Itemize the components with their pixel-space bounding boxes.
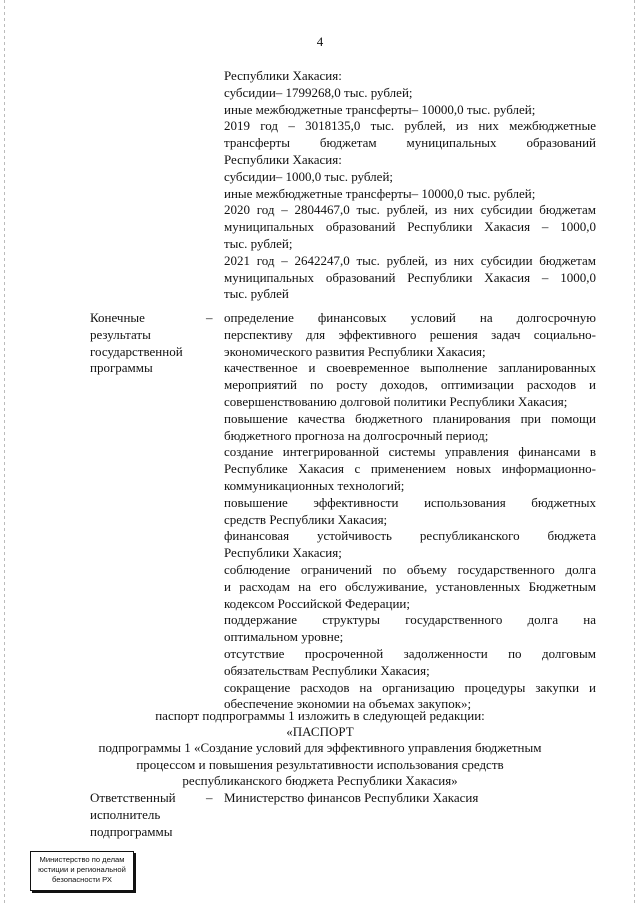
results-line: обеспечение экономии на объемах закупок»;: [224, 696, 472, 712]
funding-line: 2019 год – 3018135,0 тыс. рублей, из них межбюджетные: [224, 118, 596, 134]
results-line: поддержание структуры государственного долга на: [224, 612, 596, 628]
executor-label: [90, 790, 205, 840]
results-line: определение финансовых условий на долгосрочную: [224, 310, 596, 325]
funding-line: муниципальных образований Республики Хакасия – 1000,0: [224, 219, 596, 235]
subprogram-title-line: республиканского бюджета Республики Хакасия»: [182, 773, 458, 788]
funding-line: муниципальных образований Республики Хакасия – 1000,0: [224, 269, 596, 285]
results-line: повышение качества бюджетного планирования при помощи: [224, 410, 596, 426]
passport-title: «ПАСПОРТ: [286, 724, 354, 739]
results-line: сокращение расходов на организацию процедуры закупки и: [224, 679, 596, 695]
subprogram-title: [60, 740, 580, 790]
executor-value: Министерство финансов Республики Хакасия: [224, 790, 479, 805]
stamp-line: безопасности РХ: [52, 875, 112, 884]
funding-line: тыс. рублей;: [224, 235, 293, 251]
executor-label-line: подпрограммы: [90, 823, 173, 839]
results-line: средств Республики Хакасия;: [224, 511, 388, 527]
results-label-line: результаты: [90, 326, 151, 342]
registration-stamp: [30, 851, 134, 891]
subprogram-title-line: процессом и повышения результативности использования средств: [136, 756, 504, 772]
funding-line: иные межбюджетные трансферты– 10000,0 тыс. рублей;: [224, 101, 536, 117]
funding-line: субсидии– 1799268,0 тыс. рублей;: [224, 84, 413, 100]
results-label-line: программы: [90, 360, 153, 376]
results-line: качественное и своевременное выполнение запланированных: [224, 360, 596, 376]
results-line: и расходам на его обслуживание, установленных Бюджетным: [224, 578, 596, 594]
funding-line: 2020 год – 2804467,0 тыс. рублей, из них субсидии бюджетам: [224, 202, 596, 218]
executor-dash: –: [206, 790, 213, 805]
results-line: экономического развития Республики Хакасия;: [224, 343, 486, 359]
results-line: создание интегрированной системы управления финансами в: [224, 444, 596, 460]
funding-line: субсидии– 1000,0 тыс. рублей;: [224, 168, 394, 184]
results-label: [90, 310, 205, 377]
funding-line: 2021 год – 2642247,0 тыс. рублей, из них субсидии бюджетам: [224, 252, 596, 268]
results-line: Республики Хакасия;: [224, 545, 342, 561]
results-line: совершенствованию долговой политики Республики Хакасия;: [224, 393, 568, 409]
page-number: 4: [316, 34, 324, 49]
scan-edge-left: [4, 0, 5, 905]
results-line: Республике Хакасия с применением новых информационно-: [224, 461, 596, 477]
results-line: мероприятий по росту доходов, оптимизации расходов и: [224, 377, 596, 393]
executor-label-line: исполнитель: [90, 806, 161, 822]
results-line: кодексом Российской Федерации;: [224, 595, 410, 611]
results-dash: –: [206, 310, 213, 325]
results-block: [224, 310, 596, 713]
results-line: отсутствие просроченной задолженности по долговым: [224, 645, 596, 661]
funding-line: Республики Хакасия:: [224, 68, 342, 83]
funding-line: иные межбюджетные трансферты– 10000,0 тыс. рублей;: [224, 185, 536, 201]
stamp-line: Министерство по делам: [39, 855, 125, 864]
funding-line: тыс. рублей: [224, 286, 289, 302]
funding-line: Республики Хакасия:: [224, 151, 342, 167]
executor-label-line: Ответственный: [90, 790, 176, 805]
results-line: бюджетного прогноза на долгосрочный период;: [224, 427, 489, 443]
results-line: соблюдение ограничений по объему государственного долга: [224, 561, 596, 577]
stamp-line: юстиции и региональной: [38, 865, 126, 874]
results-label-line: Конечные: [90, 310, 145, 325]
intro-line: паспорт подпрограммы 1 изложить в следующей редакции:: [155, 708, 485, 723]
subprogram-title-line: подпрограммы 1 «Создание условий для эффективного управления бюджетным: [98, 740, 542, 755]
results-line: финансовая устойчивость республиканского бюджета: [224, 528, 596, 544]
results-line: коммуникационных технологий;: [224, 477, 405, 493]
funding-block: [224, 68, 596, 303]
results-line: обязательствам Республики Хакасия;: [224, 662, 430, 678]
results-label-line: государственной: [90, 343, 183, 359]
funding-line: трансферты бюджетам муниципальных образований: [224, 135, 596, 151]
results-line: повышение эффективности использования бюджетных: [224, 494, 596, 510]
scan-edge-right: [634, 0, 635, 905]
results-line: оптимальном уровне;: [224, 629, 344, 645]
results-line: перспективу для эффективного решения задач социально-: [224, 326, 596, 342]
